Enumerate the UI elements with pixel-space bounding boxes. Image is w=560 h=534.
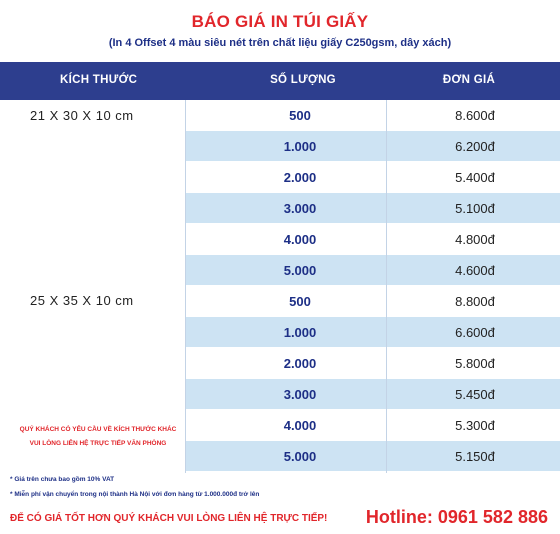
quantity-cell: 1.000 bbox=[283, 139, 317, 154]
price-cell: 5.100đ bbox=[455, 201, 495, 216]
contact-call-to-action: ĐỂ CÓ GIÁ TỐT HƠN QUÝ KHÁCH VUI LÒNG LIÊN HỆ TRỰC TIẾP! bbox=[10, 513, 328, 524]
price-cell: 5.450đ bbox=[455, 387, 495, 402]
hotline-number[interactable]: Hotline: 0961 582 886 bbox=[365, 507, 548, 527]
vat-note: * Giá trên chưa bao gồm 10% VAT bbox=[10, 476, 115, 483]
quantity-cell: 2.000 bbox=[283, 170, 317, 185]
table-row bbox=[0, 255, 560, 285]
quantity-cell: 4.000 bbox=[283, 232, 317, 247]
column-divider bbox=[185, 100, 186, 473]
column-header-quantity: SỐ LƯỢNG bbox=[270, 74, 336, 86]
quantity-cell: 5.000 bbox=[283, 449, 317, 464]
price-cell: 5.300đ bbox=[455, 418, 495, 433]
table-row bbox=[0, 162, 560, 192]
price-cell: 8.600đ bbox=[455, 108, 495, 123]
quantity-cell: 500 bbox=[289, 108, 311, 123]
table-row bbox=[0, 379, 560, 409]
column-divider bbox=[386, 100, 387, 473]
price-cell: 4.800đ bbox=[455, 232, 495, 247]
column-header-size: KÍCH THƯỚC bbox=[60, 74, 138, 86]
column-header-price: ĐƠN GIÁ bbox=[442, 74, 496, 86]
price-cell: 5.150đ bbox=[455, 449, 495, 464]
table-row bbox=[0, 193, 560, 223]
custom-size-request-note bbox=[18, 423, 178, 451]
quantity-cell: 2.000 bbox=[283, 356, 317, 371]
size-label-small: 21 X 30 X 10 cm bbox=[30, 108, 134, 123]
quantity-cell: 500 bbox=[289, 294, 311, 309]
price-cell: 6.200đ bbox=[455, 139, 495, 154]
size-label-large: 25 X 35 X 10 cm bbox=[30, 293, 134, 308]
table-row bbox=[0, 131, 560, 161]
shipping-note: * Miễn phí vận chuyển trong nội thành Hà Nội với đơn hàng từ 1.000.000đ trở lên bbox=[10, 491, 260, 498]
price-cell: 5.400đ bbox=[455, 170, 495, 185]
quantity-cell: 1.000 bbox=[283, 325, 317, 340]
page-subtitle: (In 4 Offset 4 màu siêu nét trên chất liệu giấy C250gsm, dây xách) bbox=[108, 37, 452, 49]
price-cell: 6.600đ bbox=[455, 325, 495, 340]
page-title: BÁO GIÁ IN TÚI GIẤY bbox=[191, 12, 369, 31]
quantity-cell: 3.000 bbox=[283, 201, 317, 216]
table-header bbox=[0, 62, 560, 100]
table-row bbox=[0, 348, 560, 378]
quantity-cell: 3.000 bbox=[283, 387, 317, 402]
price-cell: 5.800đ bbox=[455, 356, 495, 371]
quantity-cell: 5.000 bbox=[283, 263, 317, 278]
request-line: QUÝ KHÁCH CÓ YÊU CẦU VỀ KÍCH THƯỚC KHÁC bbox=[19, 426, 177, 433]
price-cell: 8.800đ bbox=[455, 294, 495, 309]
quantity-cell: 4.000 bbox=[283, 418, 317, 433]
table-row bbox=[0, 317, 560, 347]
request-line: VUI LÒNG LIÊN HỆ TRỰC TIẾP VĂN PHÒNG bbox=[29, 440, 167, 447]
table-row bbox=[0, 224, 560, 254]
price-cell: 4.600đ bbox=[455, 263, 495, 278]
